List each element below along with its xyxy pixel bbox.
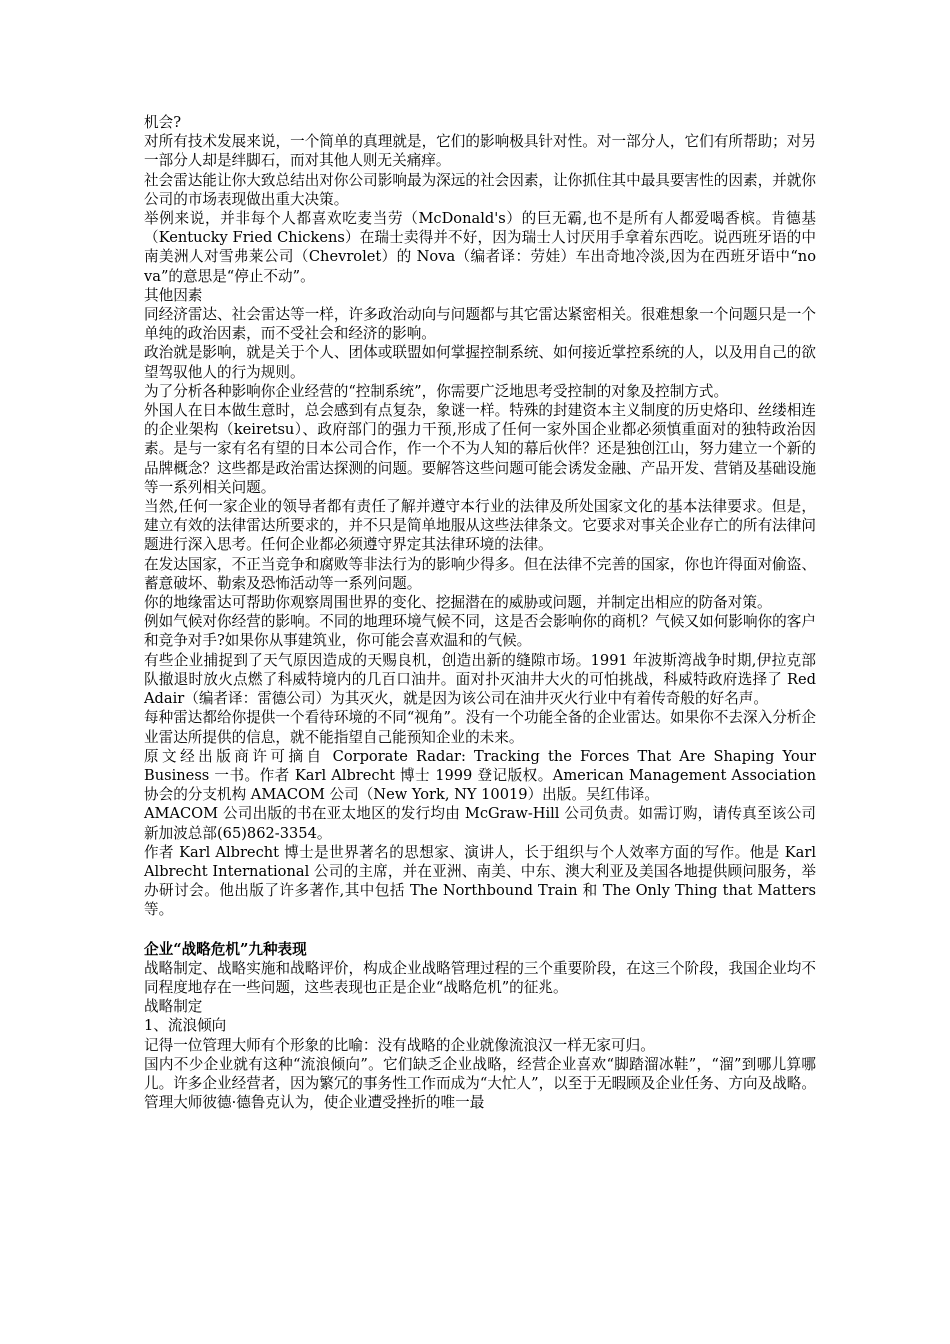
paragraph: 外国人在日本做生意时，总会感到有点复杂，象谜一样。特殊的封建资本主义制度的历史烙印、丝缕相连的企业架构（keiretsu）、政府部门的强力干预,形成了任何一家外国企业都必须慎重面对的独特政治因素。是与一家有名有望的日本公司合作，作一个不为人知的幕后伙伴？还是独创江山，努力建立一个新的品牌概念？这些都是政治雷达探测的问题。要解答这些问题可能会诱发金融、产品开发、营销及基础设施等一系列相关问题。 (144, 402, 816, 496)
paragraph: 为了分析各种影响你企业经营的“控制系统”，你需要广泛地思考受控制的对象及控制方式。 (144, 382, 729, 400)
paragraph: 在发达国家，不正当竞争和腐败等非法行为的影响少得多。但在法律不完善的国家，你也许得面对偷盗、蓄意破坏、勒索及恐怖活动等一系列问题。 (144, 555, 816, 592)
paragraph: 例如气候对你经营的影响。不同的地理环境气候不同，这是否会影响你的商机？气候又如何影响你的客户和竞争对手?如果你从事建筑业，你可能会喜欢温和的气候。 (144, 613, 816, 650)
paragraph: 每种雷达都给你提供一个看待环境的不同“视角”。没有一个功能全备的企业雷达。如果你不去深入分析企业雷达所提供的信息，就不能指望自己能预知企业的未来。 (144, 709, 816, 746)
paragraph: 记得一位管理大师有个形象的比喻：没有战略的企业就像流浪汉一样无家可归。 (144, 1036, 655, 1054)
paragraph: 举例来说，并非每个人都喜欢吃麦当劳（McDonald's）的巨无霸,也不是所有人都爱喝香槟。肯德基（Kentucky Fried Chickens）在瑞士卖得并不好，因为瑞士人讨厌用手拿着东西吃。说西班牙语的中南美洲人对雪弗莱公司（Chevrolet）的 Nova（编者译：劳娃）车出奇地冷淡,因为在西班牙语中“no va”的意思是“停止不动”。 (144, 210, 816, 285)
paragraph: 你的地缘雷达可帮助你观察周围世界的变化、挖掘潜在的威胁或问题，并制定出相应的防备对策。 (144, 594, 772, 612)
section-label: 战略制定 (144, 998, 203, 1016)
source-note: 原文经出版商许可摘自 Corporate Radar: Tracking the Forces That Are Shaping Your Business 一书。作者 Karl Albrecht 博士 1999 登记版权。American Management Association 协会的分支机构 AMACOM 公司（New York, NY 10019）出版。吴红伟译。 (144, 747, 816, 804)
section-gap (144, 920, 816, 940)
paragraph: 政治就是影响，就是关于个人、团体或联盟如何掌握控制系统、如何接近掌控系统的人，以及用自己的欲望驾驭他人的行为规则。 (144, 344, 816, 381)
paragraph: 国内不少企业就有这种“流浪倾向”。它们缺乏企业战略，经营企业喜欢“脚踏溜冰鞋”，“溜”到哪儿算哪儿。许多企业经营者，因为繁冗的事务性工作而成为“大忙人”，以至于无暇顾及企业任务、方向及战略。管理大师彼德·德鲁克认为，使企业遭受挫折的唯一最 (144, 1055, 816, 1112)
author-bio: 作者 Karl Albrecht 博士是世界著名的思想家、演讲人，长于组织与个人效率方面的写作。他是 Karl Albrecht International 公司的主席，并在亚洲、南美、中东、澳大利亚及美国各地提供顾问服务，举办研讨会。他出版了许多著作,其中包括 The Northbound Train 和 The Only Thing that Matters 等。 (144, 843, 816, 919)
article-heading: 企业“战略危机”九种表现 (144, 940, 307, 958)
distribution-note: AMACOM 公司出版的书在亚太地区的发行均由 McGraw-Hill 公司负责。如需订购，请传真至该公司新加波总部(65)862-3354。 (144, 805, 816, 842)
section-label: 其他因素 (144, 286, 203, 304)
subsection-label: 1、流浪倾向 (144, 1017, 227, 1035)
paragraph: 战略制定、战略实施和战略评价，构成企业战略管理过程的三个重要阶段，在这三个阶段，我国企业均不同程度地存在一些问题，这些表现也正是企业“战略危机”的征兆。 (144, 959, 816, 996)
paragraph: 当然,任何一家企业的领导者都有责任了解并遵守本行业的法律及所处国家文化的基本法律要求。但是，建立有效的法律雷达所要求的，并不只是简单地服从这些法律条文。它要求对事关企业存亡的所有法律问题进行深入思考。任何企业都必须遵守界定其法律环境的法律。 (144, 498, 816, 554)
document-page (144, 113, 816, 1112)
paragraph: 机会? (144, 114, 182, 131)
paragraph: 社会雷达能让你大致总结出对你公司影响最为深远的社会因素，让你抓住其中最具要害性的因素，并就你公司的市场表现做出重大决策。 (144, 171, 816, 208)
paragraph: 有些企业捕捉到了天气原因造成的天赐良机，创造出新的缝隙市场。1991 年波斯湾战争时期,伊拉克部队撤退时放火点燃了科威特境内的几百口油井。面对扑灭油井大火的可怕挑战，科威特政府选择了 Red Adair（编者译：雷德公司）为其灭火，就是因为该公司在油井灭火行业中有着传奇般的好名声。 (144, 651, 816, 708)
paragraph: 对所有技术发展来说，一个简单的真理就是，它们的影响极具针对性。对一部分人，它们有所帮助；对另一部分人却是绊脚石，而对其他人则无关痛痒。 (144, 133, 816, 170)
paragraph: 同经济雷达、社会雷达等一样，许多政治动向与问题都与其它雷达紧密相关。很难想象一个问题只是一个单纯的政治因素，而不受社会和经济的影响。 (144, 306, 816, 343)
